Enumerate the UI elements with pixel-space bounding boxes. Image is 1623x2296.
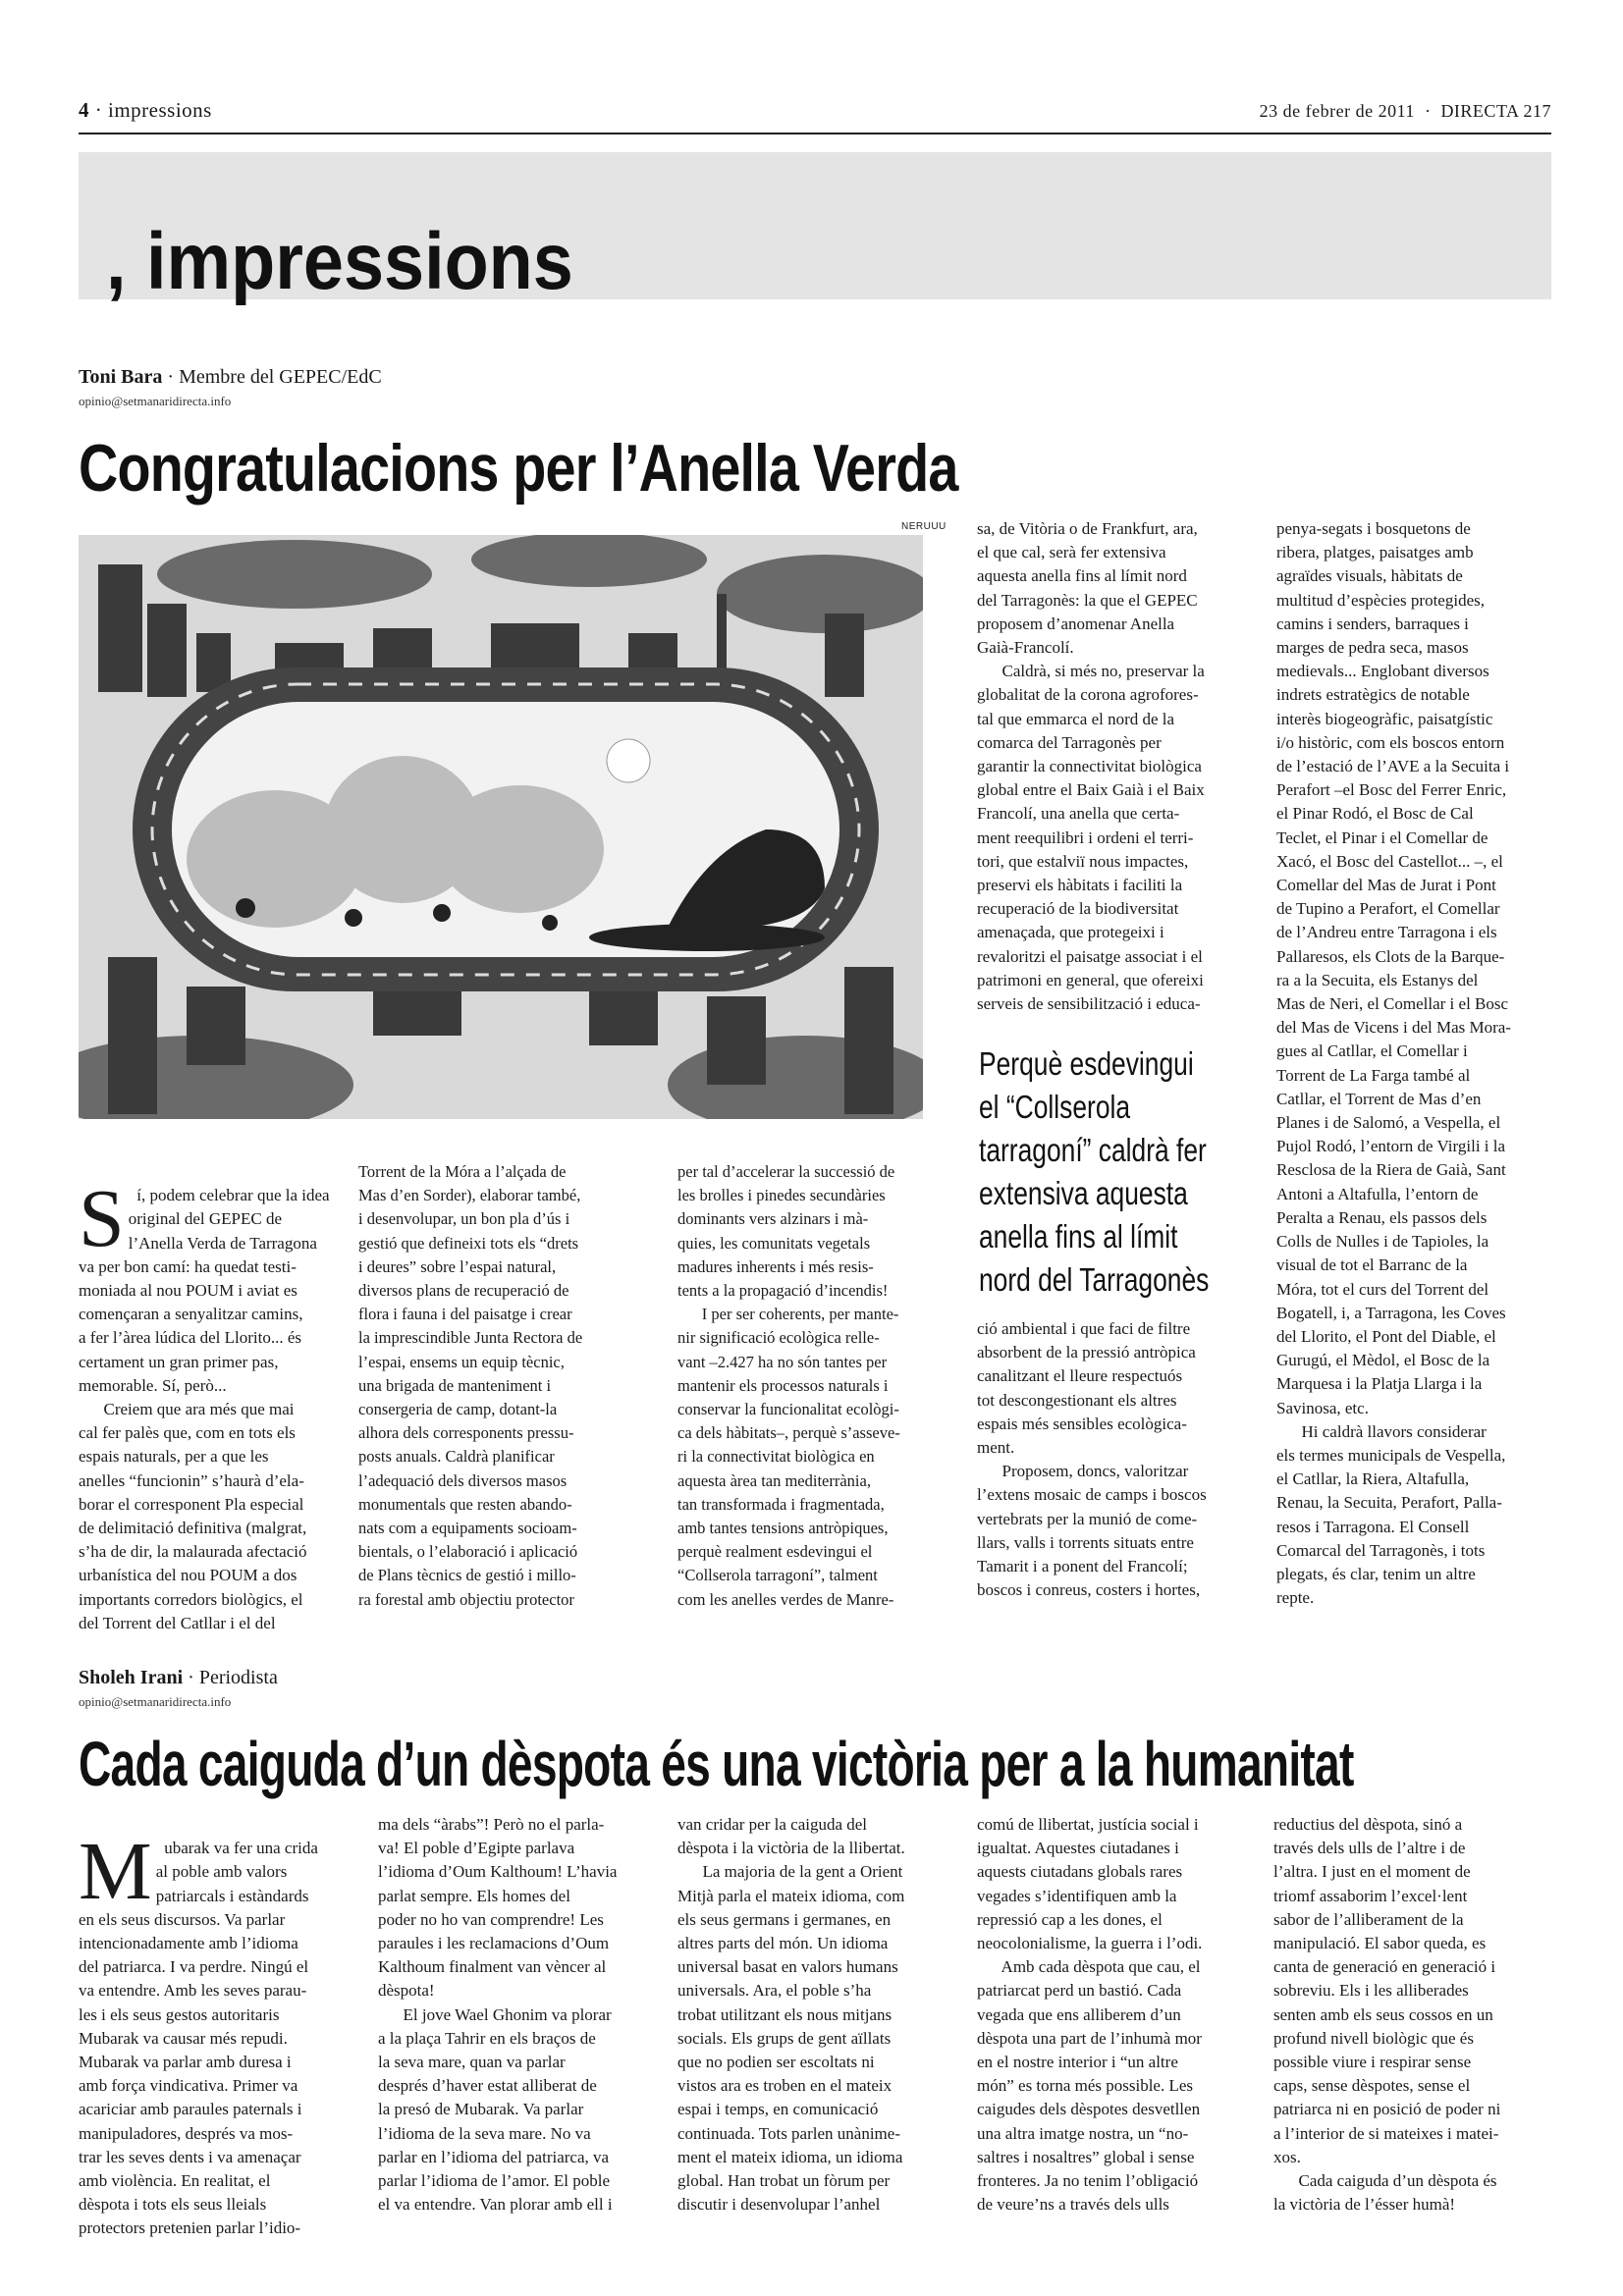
article2-column-2: ma dels “àrabs”! Però no el parla- va! El poble d’Egipte parlava l’idioma d’Oum Kalthoum! L’havia parlat sempre. Els homes del poder no ho van comprendre! Les paraules i les reclamacions d’Oum Kalthoum finalment van vèncer al dèspota! El jove Wael Ghonim va plorar a la plaça Tahrir en els braços de la seva mare, quan va parlar després d’haver estat alliberat de la presó de Mubarak. Va parlar l’idioma de la seva mare. No va parlar en l’idioma del patriarca, va parlar l’idioma de l’amor. El poble el va entendre. Van plorar amb ell i <box>378 1815 618 2215</box>
separator-dot: · <box>167 366 180 388</box>
column-text: ubarak va fer una crida al poble amb valors patriarcals i estàndards en els seus discursos. Va parlar intencionadamente amb l’idioma del patriarca. I va perdre. Ningú el va entendre. Amb les seves parau- les i els seus gestos autoritaris Mubarak va causar més repudi. Mubarak va parlar amb duresa i amb força vindicativa. Primer va acariciar amb paraules paternals i manipuladores, després va mos- trar les seves dents i va amenaçar amb violència. En realitat, el dèspota i tots els seus lleials protectors pretenien parlar l’idio- <box>79 1839 318 2238</box>
article2-column-1 <box>79 1813 358 2241</box>
issue-date: 23 de febrer de 2011 <box>1259 101 1415 121</box>
author-name: Toni Bara <box>79 366 163 388</box>
image-credit: NERUUU <box>901 521 947 532</box>
article2-column-5: reductius del dèspota, sinó a través dels ulls de l’altre i de l’altra. I just en el moment de triomf assaborim l’excel·lent sabor de l’alliberament de la manipulació. El sabor queda, es canta de generació en generació i sobreviu. Els i les alliberades senten amb els seus cossos en un profund nivell biològic que és possible viure i respirar sense caps, sense dèspotes, sense el patriarca ni en posició de poder ni a l’interior de si mateixes i matei- xos. Cada caiguda d’un dèspota és la victòria de l’ésser humà! <box>1273 1815 1501 2215</box>
publication-issue: DIRECTA 217 <box>1440 101 1551 121</box>
article1-column-1 <box>79 1160 344 1635</box>
green-ring-illustration <box>79 535 923 1119</box>
author-name: Sholeh Irani <box>79 1667 184 1688</box>
article1-column-4-top: sa, de Vitòria o de Frankfurt, ara, el que cal, serà fer extensiva aquesta anella fins al límit nord del Tarragonès: la que el GEPEC proposem d’anomenar Anella Gaià-Francolí. Caldrà, si més no, preservar la globalitat de la corona agrofores- tal que emmarca el nord de la comarca del Tarragonès per garantir la connectivitat biològica global entre el Baix Gaià i el Baix Francolí, una anella que certa- ment reequilibri i ordeni el terri- tori, que estalviï nous impactes, preservi els hàbitats i faciliti la recuperació de la biodiversitat amenaçada, que protegeixi i revaloritzi el paisatge associat i el patrimoni en general, que ofereixi serveis de sensibilització i educa- <box>977 519 1205 1014</box>
header-rule <box>79 133 1551 134</box>
article1-byline <box>79 366 382 389</box>
article1-headline: Congratulacions per l’Anella Verda <box>79 431 958 506</box>
author-email: opinio@setmanaridirecta.info <box>79 1694 232 1709</box>
article2-column-4: comú de llibertat, justícia social i igualtat. Aquestes ciutadanes i aquests ciutadans globals rares vegades s’identifiquen amb la repressió cap a les dones, el neocolonialisme, la guerra i l’odi. Amb cada dèspota que cau, el patriarcat perd un bastió. Cada vegada que ens alliberem d’un dèspota una part de l’inhumà mor en el nostre interior i “un altre món” es torna més possible. Les caigudes dels dèspotes desvetllen una altra imatge nostra, un “no- saltres i nosaltres” global i sense fronteres. Ja no tenim l’obligació de veure’ns a través dels ulls <box>977 1815 1203 2215</box>
running-header-right <box>1260 101 1551 122</box>
column-text: í, podem celebrar que la idea original del GEPEC de l’Anella Verda de Tarragona va per bon camí: ha quedat testi- moniada al nou POUM i aviat es començaran a senyalitzar camins, a fer l’àrea lúdica del Llorito... és certament un gran primer pas, memorable. Sí, però... Creiem que ara més que mai cal fer palès que, com en tots els espais naturals, per a que les anelles “funcionin” s’haurà d’ela- borar el corresponent Pla especial de delimitació definitiva (malgrat, s’ha de dir, la malaurada afectació urbanística del nou POUM a dos importants corredors biològics, el del Torrent del Catllar i el del <box>79 1186 330 1632</box>
running-header-left <box>79 98 212 123</box>
article1-column-3: per tal d’accelerar la successió de les brolles i pinedes secundàries dominants vers alzinars i mà- quies, les comunitats vegetals madures inherents i més resis- tents a la propagació d’incendis! I per ser coherents, per mante- nir significació ecològica relle- vant –2.427 ha no són tantes per mantenir els processos naturals i conservar la funcionalitat ecològi- ca dels hàbitats–, perquè s’asseve- ri la connectivitat biològica en aquesta àrea tan mediterrània, tan transformada i fragmentada, amb tantes tensions antròpiques, perquè realment esdevingui el “Collserola tarragoní”, talment com les anelles verdes de Manre- <box>677 1162 900 1609</box>
drop-cap: S <box>79 1173 125 1265</box>
article1-column-2: Torrent de la Móra a l’alçada de Mas d’en Sorder), elaborar també, i desenvolupar, un bon pla d’ús i gestió que defineixi tots els “drets i deures” sobre l’espai natural, diversos plans de recuperació de flora i fauna i del paisatge i crear la imprescindible Junta Rectora de l’espai, ensems un equip tècnic, una brigada de manteniment i consergeria de camp, dotant-la alhora dels corresponents pressu- posts anuals. Caldrà planificar l’adequació dels diversos masos monumentals que resten abando- nats com a equipaments socioam- bientals, o l’elaboració i aplicació de Plans tècnics de gestió i millo- ra forestal amb objectiu protector <box>358 1162 583 1609</box>
author-role: Membre del GEPEC/EdC <box>179 366 382 388</box>
article2-headline: Cada caiguda d’un dèspota és una victòria per a la humanitat <box>79 1729 1354 1799</box>
separator-dot: · <box>188 1667 199 1688</box>
separator-dot: · <box>94 98 108 122</box>
pull-quote: Perquè esdevingui el “Collserola tarragoní” caldrà fer extensiva aquesta anella fins al límit nord del Tarragonès <box>979 1045 1210 1298</box>
section-title: , impressions <box>106 217 573 306</box>
author-email: opinio@setmanaridirecta.info <box>79 394 232 408</box>
article2-column-3: van cridar per la caiguda del dèspota i la victòria de la llibertat. La majoria de la gent a Orient Mitjà parla el mateix idioma, com els seus germans i germanes, en altres parts del món. Un idioma universal basat en valors humans universals. Ara, el poble s’ha trobat utilitzant els nous mitjans socials. Els grups de gent aïllats que no podien ser escoltats ni vistos ara es troben en el mateix espai i temps, en comunicació continuada. Tots parlen unànime- ment el mateix idioma, un idioma global. Han trobat un fòrum per discutir i desenvolupar l’anhel <box>677 1815 905 2215</box>
drop-cap: M <box>79 1826 152 1918</box>
page-number: 4 <box>79 98 89 122</box>
separator-dot: · <box>1419 101 1441 121</box>
article1-column-5: penya-segats i bosquetons de ribera, platges, paisatges amb agraïdes visuals, hàbitats de multitud d’espècies protegides, camins i senders, barraques i marges de pedra seca, masos medievals... Englobant diversos indrets estratègics de notable interès biogeogràfic, paisatgístic i/o històric, com els boscos entorn de l’estació de l’AVE a la Secuita i Perafort –el Bosc del Ferrer Enric, el Pinar Rodó, el Bosc de Cal Teclet, el Pinar i el Comellar de Xacó, el Bosc del Castellot... –, el Comellar del Mas de Jurat i Pont de Tupino a Perafort, el Comellar de l’Andreu entre Tarragona i els Pallaresos, els Clots de la Barque- ra a la Secuita, els Estanys del Mas de Neri, el Comellar i el Bosc del Mas de Vicens i del Mas Mora- gues al Catllar, el Comellar i Torrent de La Farga també al Catllar, el Torrent de Mas d’en Planes i de Salomó, a Vespella, el Pujol Rodó, l’entorn de Virgili i la Resclosa de la Riera de Gaià, Sant Antoni a Altafulla, l’entorn de Peralta a Renau, els passos dels Colls de Nulles i de Tapioles, la visual de tot el Barranc de la Móra, tot el curs del Torrent del Bogatell, i, a Tarragona, les Coves del Llorito, el Pont del Diable, el Gurugú, el Mèdol, el Bosc de la Marquesa i la Platja Llarga i la Savinosa, etc. Hi caldrà llavors considerar els termes municipals de Vespella, el Catllar, la Riera, Altafulla, Renau, la Secuita, Perafort, Palla- resos i Tarragona. El Consell Comarcal del Tarragonès, i tots plegats, és clar, tenim un altre repte. <box>1276 519 1511 1608</box>
article1-column-4-bottom: ció ambiental i que faci de filtre absorbent de la pressió antròpica canalitzant el lleure respectuós tot descongestionant els altres espais més sensibles ecològica- ment. Proposem, doncs, valoritzar l’extens mosaic de camps i boscos vertebrats per la munió de come- llars, valls i torrents situats entre Tamarit i a ponent del Francolí; boscos i conreus, costers i hortes, <box>977 1319 1207 1600</box>
author-role: Periodista <box>198 1667 278 1688</box>
article2-byline <box>79 1667 278 1689</box>
running-section: impressions <box>108 98 212 122</box>
